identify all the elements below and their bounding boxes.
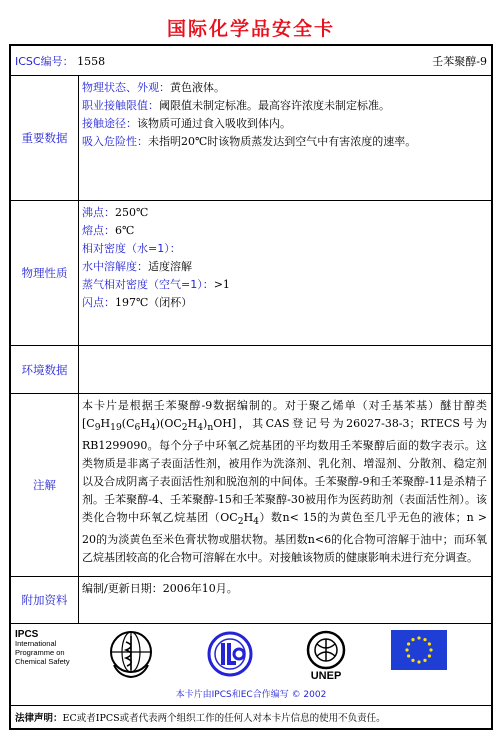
- notes-sub: 2: [237, 516, 244, 528]
- ipcs-line: International: [15, 639, 57, 648]
- notes-part: (C: [121, 417, 135, 430]
- data-key: 闪点: [82, 296, 104, 309]
- notes-sub: 9: [94, 422, 101, 434]
- data-sep: ：: [159, 81, 170, 94]
- notes-part: H: [187, 417, 198, 430]
- notes-sub: n: [207, 422, 214, 434]
- data-key: 水中溶解度: [82, 260, 137, 273]
- notes-part: ）数n< 15的为黄色至几乎无色的液体；n > 20的为淡黄色至米色膏状物或腊状物。基团数n<6的化合物可溶解于油中；而环氧乙烷基团较高的化合物可溶解在水中。对接触该物质的健康影响未进行充分调查。: [82, 511, 488, 565]
- notes-part: ): [203, 417, 208, 430]
- footer-credit: 本卡片由IPCS和EC合作编写 © 2002: [175, 690, 327, 700]
- notes-part: H: [100, 417, 111, 430]
- notes-sub: 6: [134, 422, 141, 434]
- data-value: 6℃: [115, 224, 135, 237]
- data-line: [82, 258, 487, 276]
- card-title: 国际化学品安全卡: [166, 18, 335, 40]
- data-key: 沸点: [82, 206, 104, 219]
- data-line: [82, 97, 487, 115]
- header-row: [11, 46, 491, 76]
- notes-sub: 19: [110, 422, 122, 434]
- section-label: 物理性质: [11, 201, 79, 345]
- data-line: [82, 276, 487, 294]
- data-line: [82, 79, 487, 97]
- section-notes: [11, 394, 491, 577]
- data-sep: ：: [137, 135, 148, 148]
- section-content: [82, 79, 487, 151]
- data-key: 熔点: [82, 224, 104, 237]
- data-sep: ：: [104, 296, 115, 309]
- data-sep: ：: [137, 260, 148, 273]
- who-logo-icon: [109, 630, 153, 680]
- ipcs-abbr: IPCS: [15, 629, 39, 640]
- data-value: >1: [213, 278, 230, 291]
- eu-flag-icon: [391, 630, 447, 670]
- section-label: 注解: [11, 394, 79, 576]
- logos-row: [11, 624, 491, 706]
- unep-text: UNEP: [310, 670, 342, 682]
- data-line: [82, 240, 487, 258]
- data-sep: ：: [202, 278, 214, 291]
- data-key: 吸入危险性: [82, 135, 137, 148]
- ipcs-block: [15, 630, 85, 666]
- ipcs-line: Chemical Safety: [15, 657, 70, 666]
- section-content: 编制/更新日期：2006年10月。: [82, 582, 238, 595]
- data-key: 职业接触限值: [82, 99, 148, 112]
- notes-part: )(OC: [155, 417, 182, 430]
- legal-label: 法律声明：: [15, 713, 63, 724]
- section-content: [82, 204, 487, 312]
- section-additional: [11, 577, 491, 624]
- notes-part: H: [140, 417, 150, 430]
- notes-sub: 4: [149, 422, 156, 434]
- data-line: [82, 294, 487, 312]
- notes-sub: 4: [197, 422, 204, 434]
- chemical-name: 壬苯聚醇-9: [432, 55, 487, 68]
- notes-part: 本卡片是根据壬苯聚醇-9数据编制的。对于聚乙烯单（对壬基苯基）醚甘醇类[C: [82, 399, 487, 430]
- data-value: 黄色液体。: [170, 81, 225, 94]
- section-label: 环境数据: [11, 346, 79, 393]
- notes-sub: 2: [181, 422, 188, 434]
- ilo-logo-icon: [206, 630, 254, 680]
- icsc-label: ICSC编号：: [15, 55, 74, 68]
- data-value: 阈限值未制定标准。最高容许浓度未制定标准。: [159, 99, 390, 112]
- data-value: 197℃（闭杯）: [115, 296, 193, 309]
- unep-logo-icon: [304, 630, 348, 674]
- data-value: 适度溶解: [148, 260, 192, 273]
- data-line: [82, 204, 487, 222]
- notes-sub: 4: [253, 516, 259, 528]
- notes-text: [82, 397, 487, 567]
- data-key: 接触途径: [82, 117, 126, 130]
- notes-part: OH]，其CAS登记号为26027-38-3；RTECS号为RB1299090。每个分子中环氧乙烷基团的平均数用壬苯聚醇后面的数字表示。这类物质是非离子表面活性剂，被用作为洗涤剂、乳化剂、增湿剂、分散剂、稳定剂以及合成阴离子表面活性剂和脱泡剂的中间体。壬苯聚醇-9和壬苯聚醇-11是杀精子剂。壬苯聚醇-4、壬苯聚醇-15和壬苯聚醇-30被用作为医药助剂（表面活性剂）。该类化合物中环氧乙烷基团（OC: [82, 417, 487, 525]
- legal-text: EC或者IPCS或者代表两个组织工作的任何人对本卡片信息的使用不负责任。: [62, 713, 386, 724]
- data-line: [82, 222, 487, 240]
- legal-notice: [15, 710, 386, 724]
- data-key: 蒸气相对密度（空气=1）: [82, 278, 203, 291]
- section-label: 附加资料: [11, 577, 79, 623]
- data-sep: ：: [148, 99, 159, 112]
- data-key: 相对密度（水=1）: [82, 242, 170, 255]
- icsc-value: 1558: [77, 55, 106, 68]
- data-sep: ：: [104, 206, 115, 219]
- data-value: 该物质可通过食入吸收到体内。: [137, 117, 291, 130]
- data-sep: ：: [126, 117, 137, 130]
- data-line: [82, 133, 487, 151]
- section-environment: [11, 346, 491, 394]
- data-sep: ：: [169, 242, 181, 255]
- icsc-number: [15, 53, 105, 69]
- data-key: 物理状态、外观: [82, 81, 159, 94]
- section-important: [11, 76, 491, 201]
- data-sep: ：: [104, 224, 115, 237]
- section-physical: [11, 201, 491, 346]
- section-label: 重要数据: [11, 76, 79, 200]
- safety-card: [9, 44, 493, 730]
- data-line: [82, 115, 487, 133]
- data-value: 未指明20℃时该物质蒸发达到空气中有害浓度的速率。: [148, 135, 417, 148]
- data-value: 250℃: [115, 206, 149, 219]
- ipcs-line: Programme on: [15, 648, 65, 657]
- notes-part: H: [243, 511, 254, 525]
